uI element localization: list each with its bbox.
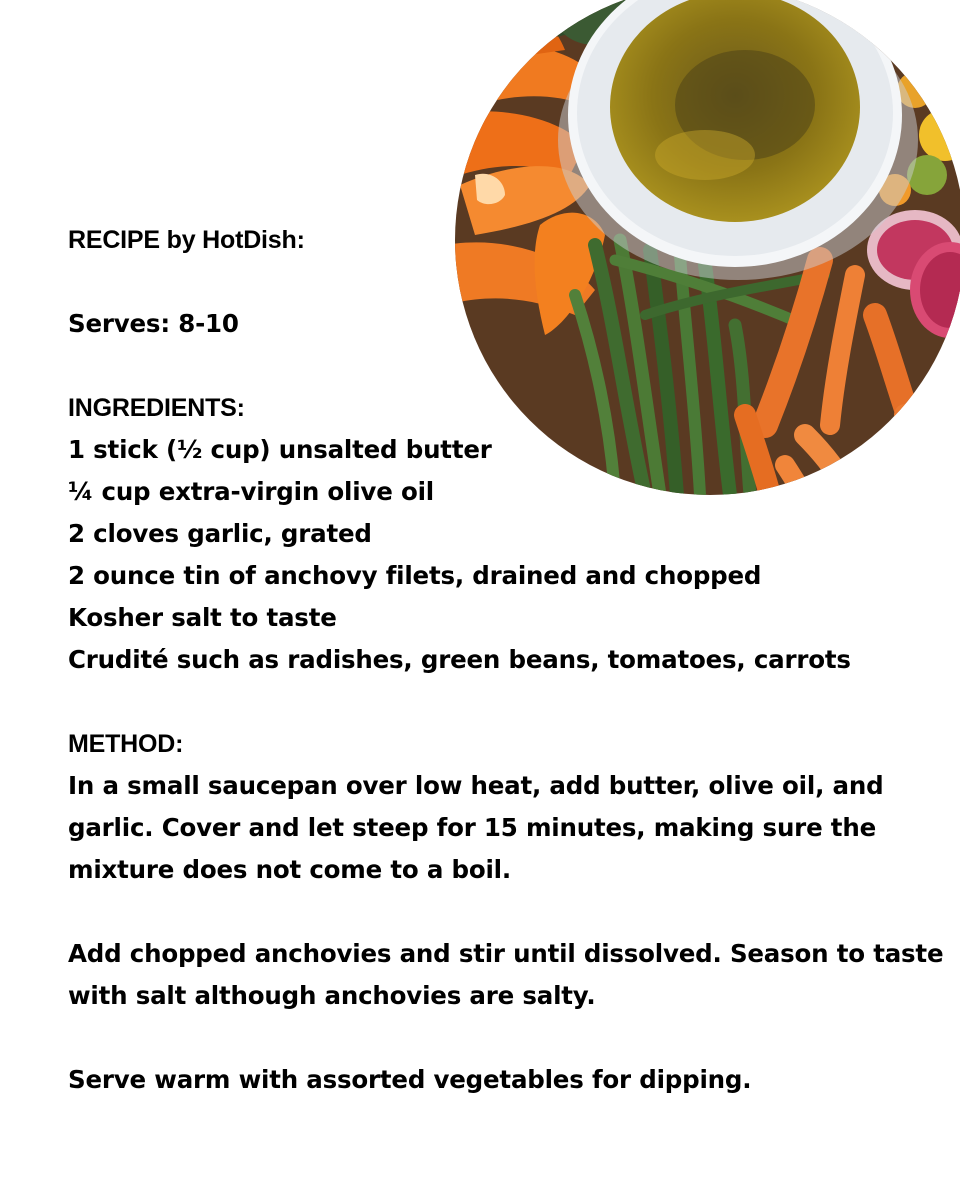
method-step-3 [68, 1059, 948, 1101]
ingredient-item: 2 cloves garlic, grated [68, 519, 372, 548]
method-line: Serve warm with assorted vegetables for dipping. [68, 1065, 752, 1094]
recipe-header: RECIPE by HotDish: [68, 226, 305, 254]
method-line: In a small saucepan over low heat, add butter, olive oil, and [68, 771, 884, 800]
method-line: Add chopped anchovies and stir until dissolved. Season to taste [68, 939, 944, 968]
ingredient-item: 2 ounce tin of anchovy filets, drained and chopped [68, 561, 762, 590]
ingredients-list [68, 429, 948, 681]
spacer [68, 261, 948, 303]
method-line: garlic. Cover and let steep for 15 minutes, making sure the [68, 813, 876, 842]
spacer [68, 345, 948, 387]
ingredient-item: Kosher salt to taste [68, 603, 337, 632]
method-heading: METHOD: [68, 730, 184, 758]
serves-line: Serves: 8-10 [68, 309, 239, 338]
method-step-2 [68, 933, 948, 1017]
ingredient-item: Crudité such as radishes, green beans, tomatoes, carrots [68, 645, 851, 674]
ingredient-item: ¼ cup extra-virgin olive oil [68, 477, 434, 506]
method-step-1 [68, 765, 948, 891]
method-line: mixture does not come to a boil. [68, 855, 511, 884]
recipe-text [68, 219, 948, 1101]
ingredient-item: 1 stick (½ cup) unsalted butter [68, 435, 492, 464]
ingredients-heading: INGREDIENTS: [68, 394, 245, 422]
spacer [68, 1017, 948, 1059]
spacer [68, 681, 948, 723]
method-line: with salt although anchovies are salty. [68, 981, 596, 1010]
spacer [68, 891, 948, 933]
